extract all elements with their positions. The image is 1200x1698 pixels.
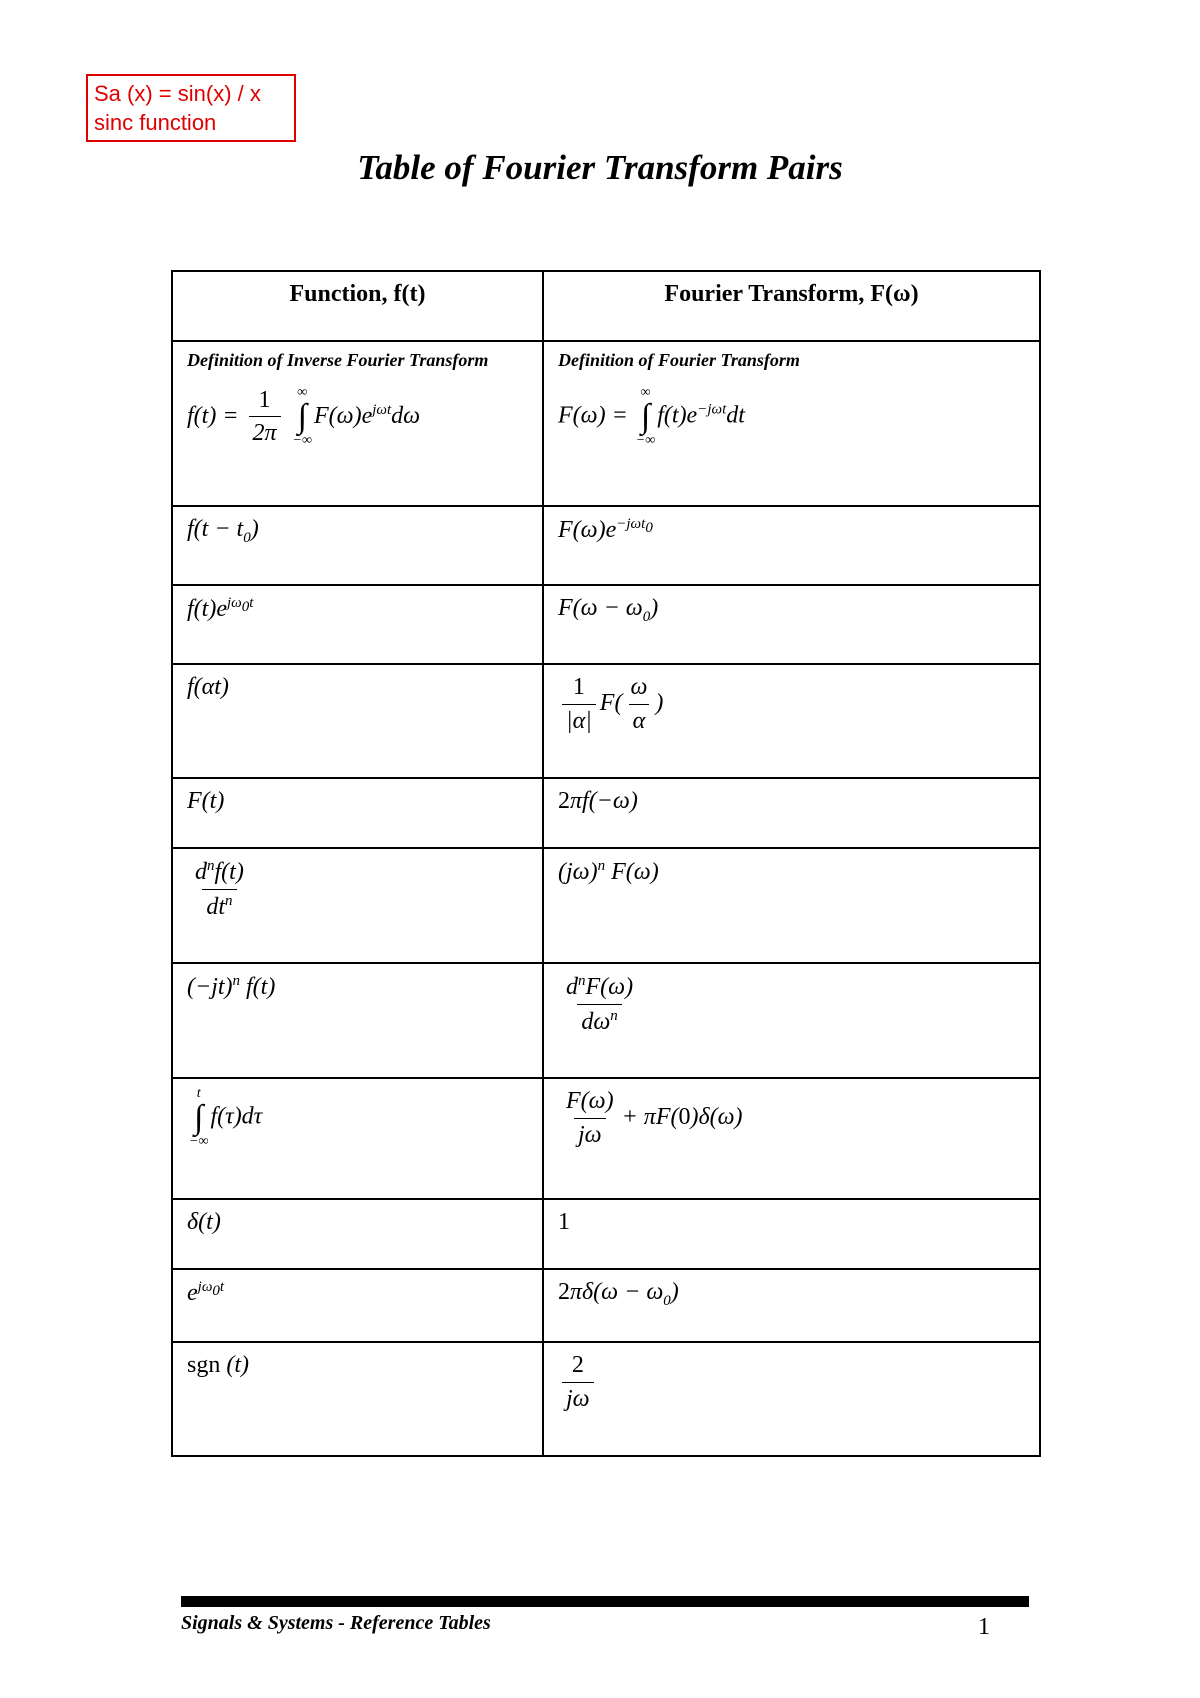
inverse-definition-label: Definition of Inverse Fourier Transform — [187, 350, 489, 370]
definition-row — [172, 341, 1040, 506]
table-row — [172, 1342, 1040, 1456]
col1-header: Function, f(t) — [172, 271, 543, 341]
annotation-line-1: Sa (x) = sin(x) / x — [94, 81, 261, 106]
frequency-differentiation-function: $(-jt)^n$ f(t) — [172, 963, 543, 1078]
inverse-transform-formula: f(t) = $\frac{1}{2\pi}$ ∞ ∫ −∞ $F(\omega)e^{j\omega t}d\omega$ — [187, 384, 421, 448]
duality-function: F(t) — [172, 778, 543, 848]
table-row — [172, 585, 1040, 664]
annotation-line-2: sinc function — [94, 110, 217, 135]
col2-header: Fourier Transform, F(ω) — [543, 271, 1040, 341]
footer-rule — [181, 1596, 1029, 1607]
integration-function: t ∫ −∞ f(τ)dτ — [172, 1078, 543, 1199]
complex-exponential-function: $e^{j\omega_0t}$ — [172, 1269, 543, 1342]
impulse-transform: 1 — [543, 1199, 1040, 1269]
frequency-shift-transform: $F(\omega - \omega_0)$ — [543, 585, 1040, 664]
table-row — [172, 1199, 1040, 1269]
differentiation-function: $\frac{d^nf(t)}{dt^n}$ — [172, 848, 543, 963]
table-row — [172, 778, 1040, 848]
frequency-shift-function: $f(t)e^{j\omega_0t}$ — [172, 585, 543, 664]
impulse-function: δ(t) — [172, 1199, 543, 1269]
table-row — [172, 1078, 1040, 1199]
table-row — [172, 664, 1040, 778]
complex-exponential-transform: $2\pi\delta(\omega - \omega_0)$ — [543, 1269, 1040, 1342]
frequency-differentiation-transform: $\frac{d^nF(\omega)}{d\omega^n}$ — [543, 963, 1040, 1078]
sinc-annotation-box — [86, 74, 296, 142]
scaling-transform: $\frac{1}{|\alpha|}$ F( $\frac{\omega}{\alpha}$ ) — [543, 664, 1040, 778]
differentiation-transform: $(j\omega)^n$ F(ω) — [543, 848, 1040, 963]
signum-transform: $\frac{2}{j\omega}$ — [543, 1342, 1040, 1456]
scaling-function: f(αt) — [172, 664, 543, 778]
inverse-definition-cell — [172, 341, 543, 506]
forward-definition-cell — [543, 341, 1040, 506]
time-shift-function: $f(t - t_0)$ — [172, 506, 543, 585]
forward-definition-label: Definition of Fourier Transform — [558, 350, 800, 370]
signum-function: sgn (t) — [172, 1342, 543, 1456]
table-row — [172, 506, 1040, 585]
page-number: 1 — [978, 1614, 990, 1640]
duality-transform: 2πf(−ω) — [543, 778, 1040, 848]
fourier-pairs-table — [171, 270, 1041, 1457]
table-row — [172, 848, 1040, 963]
forward-transform-formula: F(ω) = ∞ ∫ −∞ $f(t)e^{-j\omega t}dt$ — [558, 384, 745, 448]
time-shift-transform: $F(\omega)e^{-j\omega t_0}$ — [543, 506, 1040, 585]
integration-transform: $\frac{F(\omega)}{j\omega}$ + πF(0)δ(ω) — [543, 1078, 1040, 1199]
footer-text: Signals & Systems - Reference Tables — [181, 1612, 491, 1634]
table-header-row — [172, 271, 1040, 341]
page-title: Table of Fourier Transform Pairs — [357, 148, 843, 187]
table-row — [172, 963, 1040, 1078]
table-row — [172, 1269, 1040, 1342]
